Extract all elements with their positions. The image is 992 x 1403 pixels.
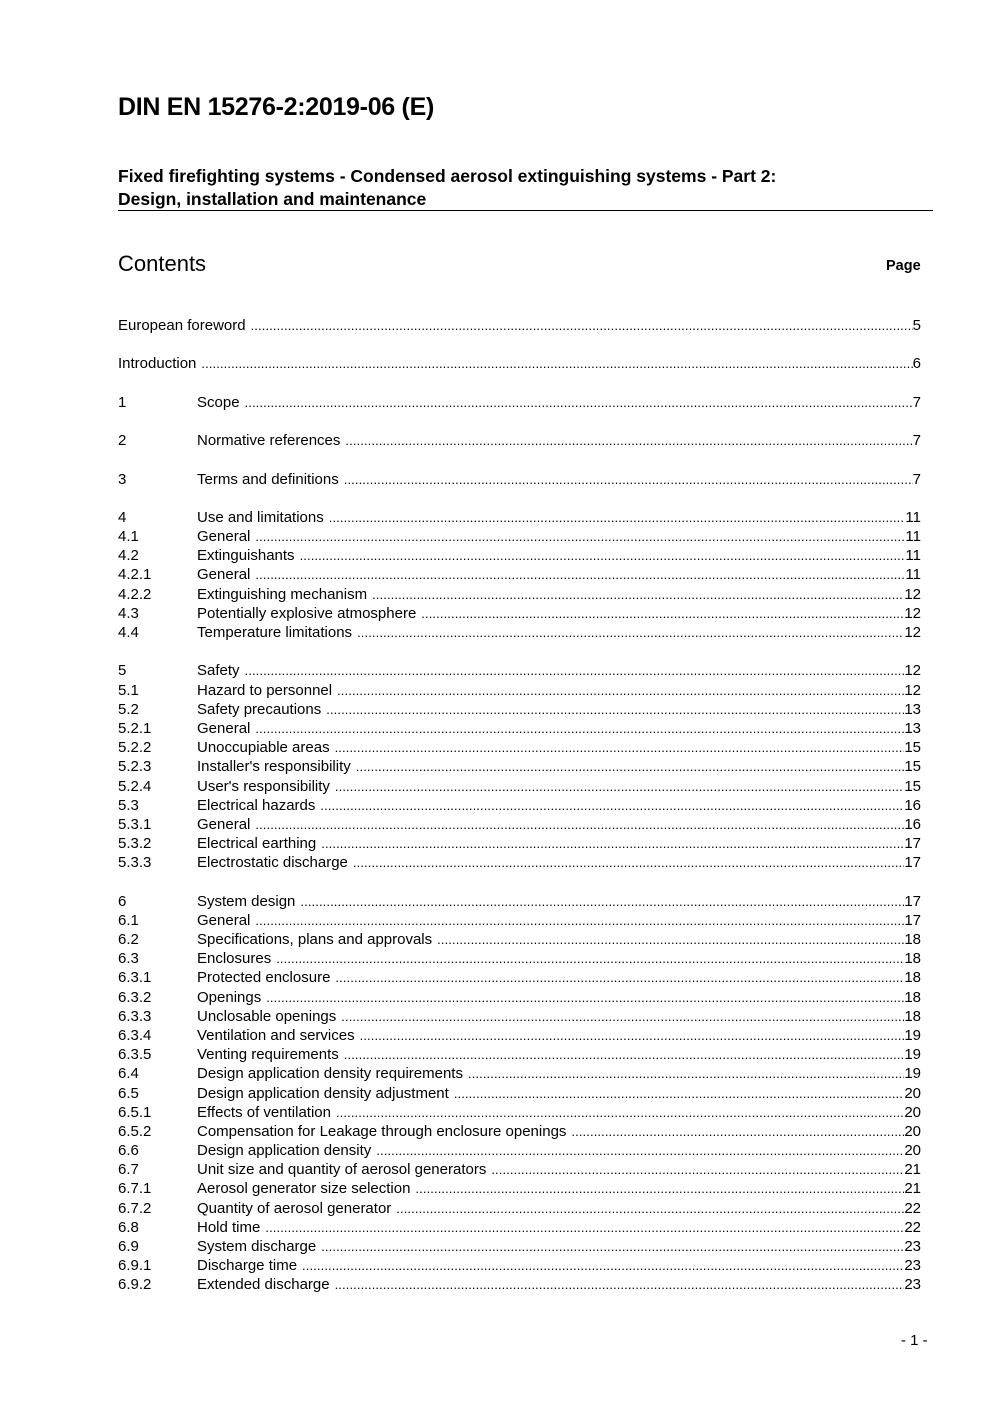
toc-entry[interactable]	[118, 661, 921, 680]
toc-dot-leader	[491, 1160, 904, 1179]
toc-dot-leader	[376, 1141, 904, 1160]
toc-entry-title: Design application density	[197, 1142, 372, 1160]
toc-entry[interactable]	[118, 1045, 921, 1064]
toc-entry[interactable]	[118, 988, 921, 1007]
toc-entry[interactable]	[118, 1122, 921, 1141]
toc-entry[interactable]	[118, 1026, 921, 1045]
toc-entry-page: 20	[904, 1142, 921, 1160]
document-title-line1: Fixed firefighting systems - Condensed aerosol extinguishing systems - Part 2:	[118, 166, 777, 186]
toc-entry-page: 18	[904, 1007, 921, 1025]
toc-dot-leader	[360, 1026, 905, 1045]
toc-entry-number: 6.3.2	[118, 988, 152, 1006]
toc-entry[interactable]	[118, 796, 921, 815]
toc-entry-page: 11	[905, 547, 921, 565]
toc-entry-number: 6.6	[118, 1142, 139, 1160]
toc-entry-number: 4.3	[118, 604, 139, 622]
toc-dot-leader	[255, 565, 905, 584]
toc-dot-leader	[437, 930, 904, 949]
toc-entry-title: Hazard to personnel	[197, 681, 333, 699]
toc-entry[interactable]	[118, 1275, 921, 1294]
toc-entry-number: 6.3.3	[118, 1007, 152, 1025]
toc-entry-page: 20	[904, 1103, 921, 1121]
toc-entry-number: 4.4	[118, 624, 139, 641]
footer-page-number: - 1 -	[901, 1332, 928, 1349]
toc-dot-leader	[356, 757, 905, 776]
toc-entry-number: 4	[118, 508, 127, 526]
toc-entry[interactable]	[118, 681, 921, 700]
toc-entry-page: 12	[904, 585, 921, 603]
toc-entry-number: 4.1	[118, 528, 139, 546]
toc-entry-page: 11	[905, 528, 921, 546]
toc-entry-title: Terms and definitions	[197, 470, 339, 488]
toc-entry-page: 15	[904, 777, 921, 795]
toc-entry-title: Protected enclosure	[197, 969, 331, 987]
toc-entry-page: 19	[904, 1065, 921, 1083]
toc-dot-leader	[571, 1122, 904, 1141]
toc-entry-title: General	[197, 911, 251, 929]
toc-entry-page: 17	[904, 911, 921, 929]
toc-entry-title: Extended discharge	[197, 1276, 330, 1294]
toc-entry-page: 17	[904, 892, 921, 910]
toc-entry-page: 18	[904, 931, 921, 948]
toc-entry[interactable]	[118, 930, 921, 949]
toc-entry-page: 19	[904, 1046, 921, 1064]
toc-dot-leader	[336, 1103, 904, 1122]
toc-entry-number: 5.3.1	[118, 815, 152, 833]
toc-entry-page: 22	[904, 1199, 921, 1217]
toc-dot-leader	[255, 719, 904, 738]
toc-entry-title: European foreword	[118, 317, 246, 334]
title-divider	[118, 210, 933, 211]
toc-dot-leader	[345, 431, 912, 450]
toc-entry-number: 6.3.1	[118, 969, 152, 987]
toc-entry-title: Effects of ventilation	[197, 1103, 331, 1121]
toc-entry-page: 21	[904, 1180, 921, 1198]
toc-entry-page: 22	[904, 1218, 921, 1236]
toc-entry[interactable]	[118, 1084, 921, 1103]
toc-entry-number: 6	[118, 892, 127, 910]
toc-dot-leader	[300, 892, 904, 911]
toc-dot-leader	[255, 815, 904, 834]
toc-dot-leader	[421, 604, 904, 623]
toc-entry-page: 7	[912, 393, 921, 411]
toc-entry[interactable]	[118, 1103, 921, 1122]
toc-dot-leader	[396, 1199, 904, 1218]
page-column-heading: Page	[886, 258, 921, 274]
toc-entry-title: Unoccupiable areas	[197, 739, 330, 757]
toc-entry-number: 6.2	[118, 931, 139, 948]
toc-entry-title: Normative references	[197, 432, 341, 450]
toc-entry-number: 4.2	[118, 547, 139, 565]
toc-entry-number: 6.3.4	[118, 1026, 152, 1044]
toc-entry[interactable]	[118, 1199, 921, 1218]
toc-entry-number: 4.2.2	[118, 585, 152, 603]
toc-entry-page: 12	[904, 662, 921, 680]
toc-entry-title: Safety	[197, 662, 240, 680]
toc-entry-title: Compensation for Leakage through enclosure openings	[197, 1122, 567, 1140]
toc-entry-number: 6.8	[118, 1218, 139, 1236]
toc-entry-number: 6.5.1	[118, 1103, 152, 1121]
toc-entry[interactable]	[118, 949, 921, 968]
toc-entry-title: Temperature limitations	[197, 624, 353, 641]
toc-dot-leader	[454, 1084, 904, 1103]
toc-entry-title: General	[197, 719, 251, 737]
toc-entry[interactable]	[118, 431, 921, 450]
toc-entry[interactable]	[118, 1064, 921, 1083]
toc-dot-leader	[468, 1064, 904, 1083]
toc-entry-title: General	[197, 566, 251, 584]
toc-dot-leader	[353, 853, 904, 872]
toc-entry-title: Unit size and quantity of aerosol generators	[197, 1161, 487, 1179]
toc-entry-number: 6.1	[118, 911, 139, 929]
toc-dot-leader	[344, 1045, 905, 1064]
toc-dot-leader	[245, 393, 913, 412]
toc-dot-leader	[321, 834, 904, 853]
toc-entry-page: 18	[904, 988, 921, 1006]
contents-heading: Contents	[118, 251, 207, 276]
toc-entry[interactable]	[118, 604, 921, 623]
toc-dot-leader	[329, 508, 906, 527]
toc-entry[interactable]	[118, 853, 921, 872]
toc-entry-title: Extinguishing mechanism	[197, 585, 368, 603]
toc-entry-title: Design application density adjustment	[197, 1084, 449, 1102]
toc-entry-page: 17	[904, 835, 921, 853]
toc-entry[interactable]	[118, 1179, 921, 1198]
toc-dot-leader	[415, 1179, 904, 1198]
toc-entry-title: User's responsibility	[197, 777, 330, 795]
toc-dot-leader	[302, 1256, 904, 1275]
toc-entry-number: 6.9.1	[118, 1257, 152, 1275]
toc-entry-title: Aerosol generator size selection	[197, 1180, 411, 1198]
toc-entry-number: 2	[118, 432, 127, 450]
toc-dot-leader	[300, 546, 906, 565]
toc-entry-number: 5.3	[118, 796, 139, 814]
toc-dot-leader	[245, 661, 905, 680]
toc-dot-leader	[337, 681, 904, 700]
toc-entry-title: General	[197, 528, 251, 546]
toc-entry-title: System design	[197, 892, 296, 910]
toc-entry-page: 16	[904, 815, 921, 833]
toc-entry[interactable]	[118, 968, 921, 987]
toc-dot-leader	[335, 777, 904, 796]
toc-dot-leader	[335, 1275, 905, 1294]
toc-dot-leader	[276, 949, 904, 968]
toc-entry-page: 12	[904, 604, 921, 622]
toc-entry-number: 5.2.1	[118, 719, 152, 737]
toc-entry[interactable]	[118, 834, 921, 853]
toc-entry-page: 18	[904, 969, 921, 987]
toc-entry[interactable]	[118, 700, 921, 719]
toc-entry-page: 7	[912, 470, 921, 488]
toc-dot-leader	[201, 354, 912, 373]
toc-entry-title: Electrical earthing	[197, 835, 317, 853]
toc-entry-page: 16	[904, 796, 921, 814]
toc-entry-page: 23	[904, 1238, 921, 1255]
toc-entry-number: 6.9.2	[118, 1276, 152, 1294]
toc-entry-title: Unclosable openings	[197, 1007, 337, 1025]
toc-dot-leader	[265, 1218, 904, 1237]
toc-entry-title: Extinguishants	[197, 547, 295, 565]
toc-entry[interactable]	[118, 585, 921, 604]
toc-dot-leader	[335, 968, 904, 987]
toc-entry[interactable]	[118, 777, 921, 796]
toc-dot-leader	[320, 796, 904, 815]
toc-dot-leader	[266, 988, 904, 1007]
toc-entry-title: Ventilation and services	[197, 1026, 355, 1044]
toc-dot-leader	[251, 316, 913, 335]
toc-entry[interactable]	[118, 527, 921, 546]
toc-dot-leader	[255, 911, 904, 930]
toc-entry-page: 18	[904, 950, 921, 968]
toc-entry[interactable]	[118, 354, 921, 373]
toc-entry[interactable]	[118, 1141, 921, 1160]
toc-entry-number: 6.7.2	[118, 1199, 152, 1217]
toc-dot-leader	[341, 1007, 904, 1026]
toc-entry[interactable]	[118, 565, 921, 584]
toc-entry-title: Installer's responsibility	[197, 758, 351, 776]
toc-entry-title: Enclosures	[197, 950, 272, 968]
toc-entry[interactable]	[118, 316, 921, 335]
toc-entry-title: Electrical hazards	[197, 796, 316, 814]
toc-entry-page: 5	[912, 317, 921, 334]
toc-entry-title: System discharge	[197, 1238, 317, 1255]
toc-entry-number: 5.2.3	[118, 758, 152, 776]
toc-entry-title: Safety precautions	[197, 700, 322, 718]
toc-entry-page: 21	[904, 1161, 921, 1179]
toc-entry-number: 6.5.2	[118, 1122, 152, 1140]
toc-entry-number: 6.7.1	[118, 1180, 152, 1198]
toc-entry-title: Scope	[197, 393, 240, 411]
toc-entry-page: 17	[904, 854, 921, 872]
toc-entry[interactable]	[118, 738, 921, 757]
toc-entry-title: Hold time	[197, 1218, 261, 1236]
toc-entry-page: 11	[905, 566, 921, 584]
toc-entry-number: 5	[118, 662, 127, 680]
toc-entry-page: 19	[904, 1026, 921, 1044]
toc-entry[interactable]	[118, 393, 921, 412]
toc-entry-page: 15	[904, 758, 921, 776]
toc-entry[interactable]	[118, 546, 921, 565]
toc-entry-page: 11	[905, 508, 921, 526]
toc-entry-page: 12	[904, 624, 921, 641]
toc-entry-page: 13	[904, 719, 921, 737]
toc-entry-number: 4.2.1	[118, 566, 152, 584]
toc-entry[interactable]	[118, 1160, 921, 1179]
document-title	[118, 165, 933, 211]
toc-entry-title: Specifications, plans and approvals	[197, 931, 433, 948]
toc-entry-title: Introduction	[118, 355, 197, 373]
toc-entry-number: 5.2.4	[118, 777, 152, 795]
toc-entry[interactable]	[118, 470, 921, 489]
toc-entry-number: 6.9	[118, 1238, 139, 1255]
toc-dot-leader	[357, 623, 904, 642]
document-title-line2: Design, installation and maintenance	[118, 189, 427, 209]
toc-entry[interactable]	[118, 757, 921, 776]
toc-entry-title: Potentially explosive atmosphere	[197, 604, 417, 622]
toc-entry-number: 1	[118, 393, 127, 411]
toc-entry-page: 15	[904, 739, 921, 757]
document-id: DIN EN 15276-2:2019-06 (E)	[118, 93, 434, 121]
toc-dot-leader	[321, 1237, 904, 1256]
toc-entry-number: 5.2	[118, 700, 139, 718]
toc-entry[interactable]	[118, 1237, 921, 1256]
toc-entry-number: 5.3.2	[118, 835, 152, 853]
toc-entry-title: Quantity of aerosol generator	[197, 1199, 392, 1217]
toc-entry-page: 12	[904, 681, 921, 699]
toc-entry-number: 5.2.2	[118, 739, 152, 757]
toc-entry-page: 6	[912, 355, 921, 373]
toc-entry-number: 5.3.3	[118, 854, 152, 872]
toc-dot-leader	[335, 738, 905, 757]
toc-entry-page: 13	[904, 700, 921, 718]
toc-entry-number: 5.1	[118, 681, 139, 699]
toc-entry-title: Design application density requirements	[197, 1065, 463, 1083]
toc-entry-title: Use and limitations	[197, 508, 324, 526]
toc-entry-title: General	[197, 815, 251, 833]
toc-dot-leader	[372, 585, 904, 604]
toc-entry-page: 20	[904, 1084, 921, 1102]
toc-entry-number: 6.3	[118, 950, 139, 968]
toc-entry-page: 20	[904, 1122, 921, 1140]
toc-entry-page: 23	[904, 1257, 921, 1275]
toc-entry-number: 6.5	[118, 1084, 139, 1102]
toc-entry-page: 7	[912, 432, 921, 450]
toc-entry[interactable]	[118, 911, 921, 930]
toc-entry-title: Discharge time	[197, 1257, 298, 1275]
toc-entry-number: 3	[118, 470, 127, 488]
toc-entry[interactable]	[118, 1007, 921, 1026]
toc-dot-leader	[255, 527, 905, 546]
toc-entry[interactable]	[118, 623, 921, 642]
toc-entry-number: 6.7	[118, 1161, 139, 1179]
toc-entry-title: Openings	[197, 988, 262, 1006]
toc-entry-title: Venting requirements	[197, 1046, 339, 1064]
toc-entry[interactable]	[118, 1256, 921, 1275]
toc-entry[interactable]	[118, 892, 921, 911]
toc-entry[interactable]	[118, 815, 921, 834]
table-of-contents	[118, 316, 921, 1295]
toc-entry[interactable]	[118, 508, 921, 527]
toc-dot-leader	[326, 700, 904, 719]
toc-entry[interactable]	[118, 719, 921, 738]
toc-entry-title: Electrostatic discharge	[197, 854, 348, 872]
toc-entry-page: 23	[904, 1276, 921, 1294]
toc-entry-number: 6.4	[118, 1065, 139, 1083]
toc-entry[interactable]	[118, 1218, 921, 1237]
toc-entry-number: 6.3.5	[118, 1046, 152, 1064]
toc-dot-leader	[344, 470, 913, 489]
